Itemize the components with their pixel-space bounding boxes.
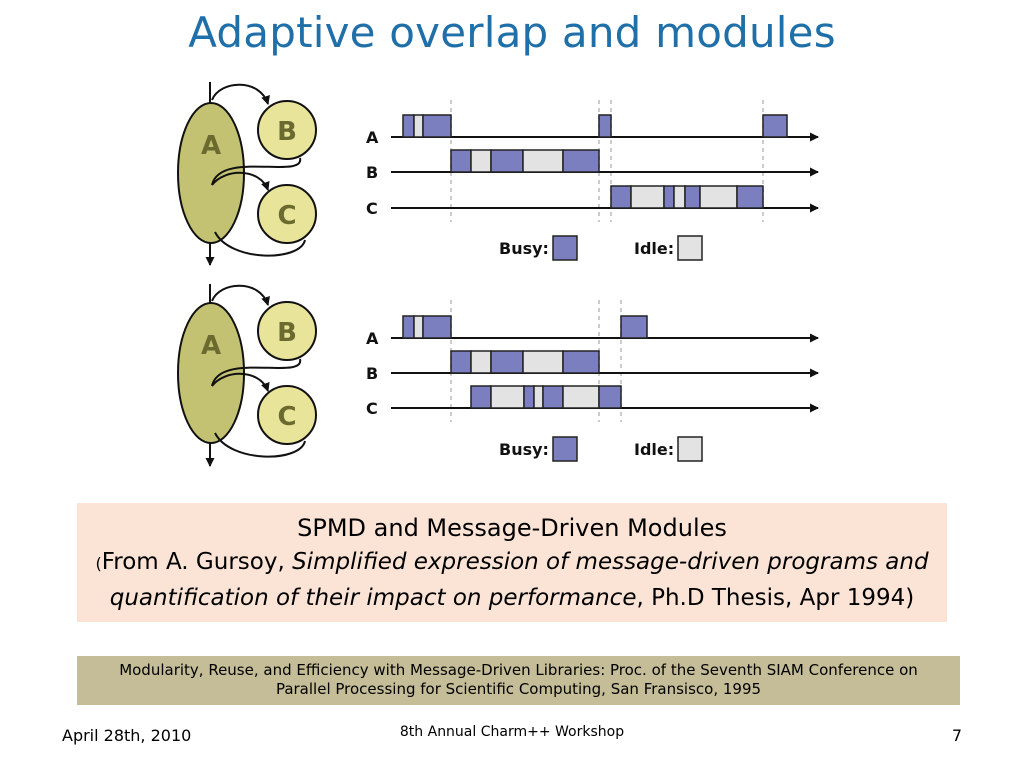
timeline-label-c: C (366, 399, 378, 418)
module-b-label: B (277, 117, 297, 147)
busy-block (403, 115, 414, 137)
reference-box (77, 503, 947, 622)
idle-block (471, 351, 491, 373)
idle-block (471, 150, 491, 172)
idle-block (700, 186, 737, 208)
busy-block (491, 351, 523, 373)
legend-idle-swatch (678, 437, 702, 461)
idle-block (414, 115, 423, 137)
footer-event: 8th Annual Charm++ Workshop (399, 724, 625, 740)
call-arrow-a-b (212, 85, 268, 104)
module-diagram-top (178, 82, 316, 265)
busy-block (491, 150, 523, 172)
busy-block (403, 316, 414, 338)
idle-block (563, 386, 599, 408)
call-arrow-a-b (212, 286, 268, 305)
timeline-bottom (366, 300, 818, 461)
legend-busy-swatch (553, 236, 577, 260)
timeline-label-a: A (366, 128, 379, 147)
busy-idle-blocks-row-c (611, 186, 763, 208)
busy-block (423, 115, 451, 137)
busy-idle-blocks-row-b (451, 351, 599, 373)
idle-block (491, 386, 524, 408)
busy-block (664, 186, 674, 208)
busy-idle-blocks-row-a (403, 115, 787, 137)
busy-block (599, 115, 611, 137)
timeline-label-a: A (366, 329, 379, 348)
busy-block (423, 316, 451, 338)
module-a-label: A (200, 331, 222, 361)
module-diagram-bottom (178, 284, 316, 466)
timeline-label-b: B (366, 163, 379, 182)
footer-date: April 28th, 2010 (62, 726, 192, 745)
reference-thesis-title: Simplified expression of message-driven programs and quantification of their impact on performance (109, 549, 929, 611)
publication-line-1: Modularity, Reuse, and Efficiency with Message-Driven Libraries: Proc. of the Seventh SIAM Conference on (119, 661, 918, 679)
slide-title: Adaptive overlap and modules (188, 8, 836, 57)
reference-open-paren: ( (95, 554, 102, 573)
busy-block (621, 316, 647, 338)
timeline-top (366, 100, 818, 260)
busy-block (685, 186, 700, 208)
legend-busy-swatch (553, 437, 577, 461)
module-a-label: A (200, 131, 222, 161)
reference-author: From A. Gursoy, (101, 549, 293, 575)
busy-block (524, 386, 534, 408)
footer-page-number: 7 (951, 726, 962, 745)
publication-line-2: Parallel Processing for Scientific Computing, San Fransisco, 1995 (275, 680, 762, 698)
busy-block (451, 351, 471, 373)
module-c-label: C (277, 402, 297, 432)
legend-busy-label: Busy: (499, 440, 549, 459)
idle-block (523, 150, 563, 172)
busy-block (611, 186, 631, 208)
busy-idle-blocks-row-a (403, 316, 647, 338)
busy-block (563, 351, 599, 373)
busy-block (563, 150, 599, 172)
busy-block (763, 115, 787, 137)
timeline-label-b: B (366, 364, 379, 383)
busy-idle-blocks-row-c (471, 386, 621, 408)
idle-block (631, 186, 664, 208)
busy-block (543, 386, 563, 408)
legend-idle-swatch (678, 236, 702, 260)
reference-suffix: , Ph.D Thesis, Apr 1994) (636, 585, 915, 611)
idle-block (534, 386, 543, 408)
module-b-label: B (277, 318, 297, 348)
publication-box (77, 656, 960, 705)
busy-block (599, 386, 621, 408)
busy-block (451, 150, 471, 172)
busy-block (737, 186, 763, 208)
module-c-label: C (277, 201, 297, 231)
reference-heading: SPMD and Message-Driven Modules (297, 514, 727, 542)
idle-block (414, 316, 423, 338)
legend-idle-label: Idle: (634, 440, 675, 459)
timeline-label-c: C (366, 199, 378, 218)
legend-idle-label: Idle: (634, 239, 675, 258)
idle-block (523, 351, 563, 373)
busy-block (471, 386, 491, 408)
module-a-node (178, 303, 244, 443)
legend-busy-label: Busy: (499, 239, 549, 258)
busy-idle-blocks-row-b (451, 150, 599, 172)
idle-block (674, 186, 685, 208)
